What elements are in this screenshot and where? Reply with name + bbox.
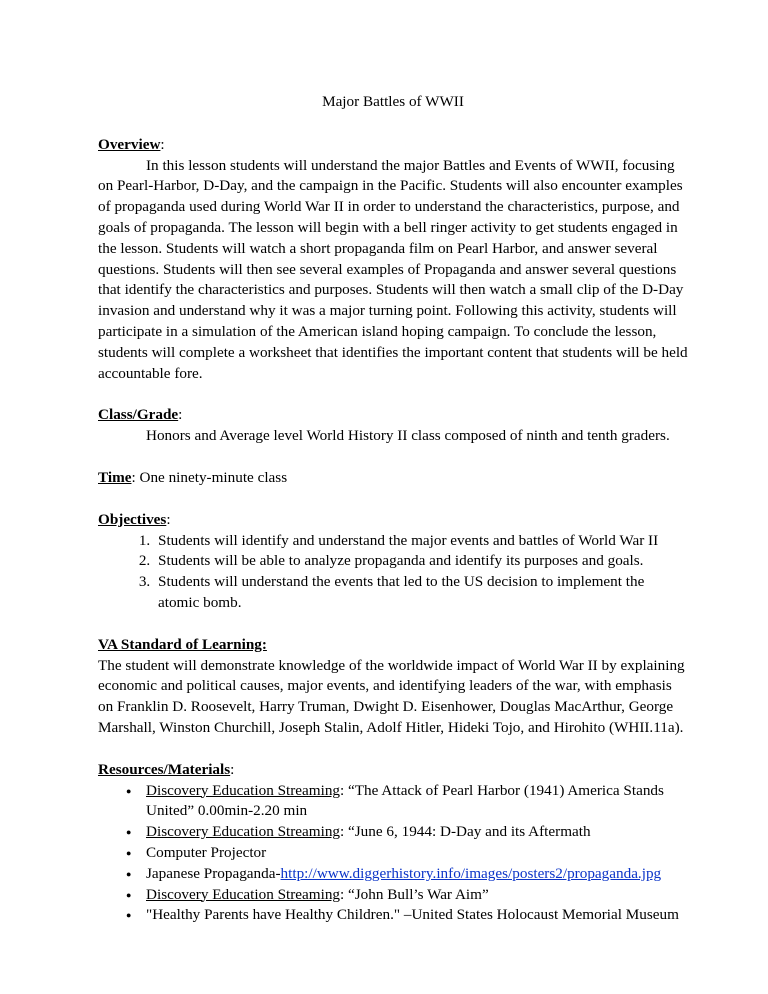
objective-item: 2. Students will be able to analyze propaganda and identify its purposes and goals. [154,551,688,572]
class-grade-section: Class/Grade: Honors and Average level World History II class composed of ninth and tenth graders. [98,405,688,447]
standard-text: The student will demonstrate knowledge of the worldwide impact of World War II by explaining economic and political causes, major events, and identifying leaders of the war, with emphasis on Franklin D. Roosevelt, Harry Truman, Dwight D. Eisenhower, Douglas MacArthur, George Marshall, Winston Churchill, Joseph Stalin, Adolf Hitler, Hideki Tojo, and Hirohito (WHII.11a). [98,656,685,736]
standard-heading: VA Standard of Learning: [98,635,267,653]
time-section [98,468,688,489]
objective-item: 1. Students will identify and understand the major events and battles of World War II [154,531,688,552]
resource-item: ● Computer Projector [132,843,688,864]
resource-source: Discovery Education Streaming [146,781,341,799]
class-grade-text: Honors and Average level World History II class composed of ninth and tenth graders. [146,427,670,445]
time-heading: Time [98,468,132,486]
objective-item: 3. Students will understand the events that led to the US decision to implement the atomic bomb. [154,572,688,614]
overview-heading: Overview [98,135,161,153]
resource-item: ● Discovery Education Streaming: “John Bull’s War Aim” [132,885,688,906]
document-title: Major Battles of WWII [322,93,464,110]
resource-item: ● Discovery Education Streaming: “The Attack of Pearl Harbor (1941) America Stands United” 0.00min-2.20 min [132,781,688,823]
resources-list [98,781,688,927]
resources-section: Resources/Materials: ● Discovery Education Streaming: “The Attack of Pearl Harbor (1941) America Stands United” 0.00min-2.20 min ● Discovery Education Streaming: “June 6, 1944: D-Day and its Aftermath ● Computer Projector ● Japanese Propaganda-http://www.diggerhistory.info/images/posters2/propaganda.jpg ● Discovery Education Streaming: “John Bull’s War Aim” ● "Healthy Parents have Healthy Children." –United States Holocaust Memorial Museum [98,760,688,926]
standard-section [98,635,688,739]
objectives-section: Objectives: 1. Students will identify and understand the major events and battles of World War II 2. Students will be able to analyze propaganda and identify its purposes and goals. 3. Students will understand the events that led to the US decision to implement the atomic bomb. [98,510,688,614]
objectives-heading: Objectives [98,510,167,528]
time-text: : One ninety-minute class [131,468,288,486]
resource-source: Discovery Education Streaming [146,823,341,841]
class-grade-heading: Class/Grade [98,406,179,424]
resource-item: ● Japanese Propaganda-http://www.diggerhistory.info/images/posters2/propaganda.jpg [132,864,688,885]
resource-source: Discovery Education Streaming [146,885,341,903]
overview-text: In this lesson students will understand the major Battles and Events of WWII, focusing on Pearl-Harbor, D-Day, and the campaign in the Pacific. Students will also encounter examples of propaganda used during World War II in order to understand the characteristics, purpose, and goals of propaganda. The lesson will begin with a bell ringer activity to get students engaged in the lesson. Students will watch a short propaganda film on Pearl Harbor, and answer several questions. Students will then see several examples of Propaganda and answer several questions that identify the characteristics and purposes. Students will then watch a small clip of the D-Day invasion and understand why it was a major turning point. Following this activity, students will participate in a simulation of the American island hoping campaign. To conclude the lesson, students will complete a worksheet that identifies the important content that students will be held accountable fore. [98,156,688,382]
resource-item: ● Discovery Education Streaming: “June 6, 1944: D-Day and its Aftermath [132,822,688,843]
objectives-list [98,531,688,614]
resources-heading: Resources/Materials [98,760,231,778]
propaganda-link[interactable]: http://www.diggerhistory.info/images/posters2/propaganda.jpg [280,864,662,882]
resource-item: ● "Healthy Parents have Healthy Children." –United States Holocaust Memorial Museum [132,905,688,926]
overview-section: Overview: In this lesson students will understand the major Battles and Events of WWII, focusing on Pearl-Harbor, D-Day, and the campaign in the Pacific. Students will also encounter examples of propaganda used during World War II in order to understand the characteristics, purpose, and goals of propaganda. The lesson will begin with a bell ringer activity to get students engaged in the lesson. Students will watch a short propaganda film on Pearl Harbor, and answer several questions. Students will then see several examples of Propaganda and answer several questions that identify the characteristics and purposes. Students will then watch a small clip of the D-Day invasion and understand why it was a major turning point. Following this activity, students will participate in a simulation of the American island hoping campaign. To conclude the lesson, students will complete a worksheet that identifies the important content that students will be held accountable fore. [98,135,688,385]
